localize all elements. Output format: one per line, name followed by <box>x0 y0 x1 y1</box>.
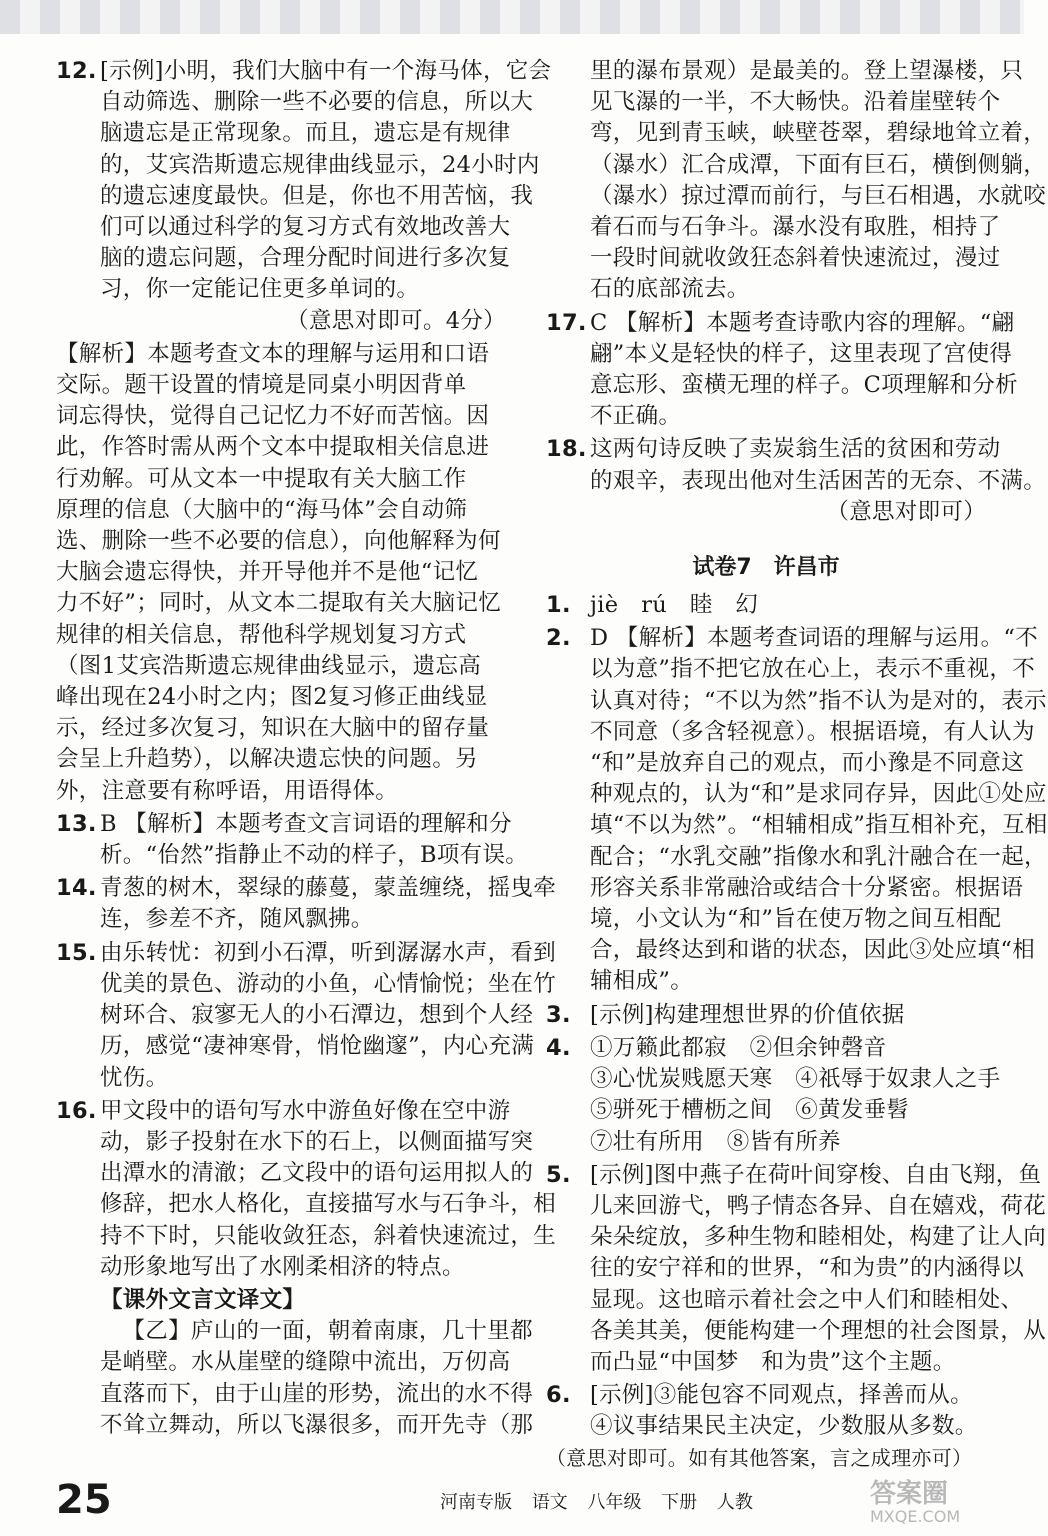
translation-continued: 里的瀑布景观）是最美的。登上望瀑楼，只 见飞瀑的一半，不大畅快。沿着崖壁转个 弯，见到青玉峡，峡壁苍翠，碧绿地耸立着， （瀑水）汇合成潭，下面有巨石，横倒侧躺， （瀑水）掠过潭而前行，与巨石相遇，水就咬 着石而与石争斗。瀑水没有取胜，相持了 一段时间就收敛狂态斜着快速流过，漫过 石的底部流去。 <box>590 58 1047 303</box>
answer-2: 2. D 【解析】本题考查词语的理解与运用。“不 以为意”指不把它放在心上，表示不重视，不 认真对待；“不以为然”指不认为是对的，表示 不同意（多含轻视意）。根据语境，有人认为 “和”是放弃自己的观点，而小豫是不同意这 种观点的，认为“和”是求同存异，因此①处应 填“不以为然”。“相辅相成”指互相补充，互相 配合；“水乳交融”指像水和乳汁融合在一起， 形容关系非常融洽或结合十分紧密。根据语 境，小文认为“和”旨在使万物之间互相配 合，最终达到和谐的状态，因此③处应填“相 辅相成”。 <box>546 625 1048 995</box>
answer-1: 1. jiè rú 睦 幻 <box>546 590 986 621</box>
answer-number: 18. <box>546 436 587 463</box>
answer-number: 6. <box>546 1382 571 1409</box>
answer-6: 6. [示例]③能包容不同观点，择善而从。 ④议事结果民主决定，少数服从多数。 （意思对即可。如有其他答案，言之成理亦可） <box>546 1382 978 1470</box>
answer-number: 15. <box>56 939 97 966</box>
left-column <box>56 56 557 1443</box>
answer-number: 17. <box>546 309 587 336</box>
answer-number: 1. <box>546 592 571 619</box>
answer-number: 16. <box>56 1097 97 1124</box>
answer-number: 4. <box>546 1034 571 1061</box>
answer-number: 14. <box>56 875 97 902</box>
translation-section: 【课外文言文译文】 【乙】庐山的一面，朝着南康，几十里都 是峭壁。水从崖壁的缝隙中流出，万仞高 直落而下，由于山崖的形势，流出的水不得 不耸立舞动，所以飞瀑很多，而开先寺（那 <box>100 1286 534 1438</box>
watermark-logo: 答案圈 MXQE.COM <box>870 1479 961 1526</box>
analysis-12: 【解析】本题考查文本的理解与运用和口语 交际。题干设置的情境是同桌小明因背单 词忘得快，觉得自己记忆力不好而苦恼。因 此，作答时需从两个文本中提取相关信息进 行劝解。可从文本一中提取有关大脑工作 原理的信息（大脑中的“海马体”会自动筛 选、删除一些不必要的信息），向他解释为何 大脑会遗忘得快，并开导他并不是他“记忆 力不好”；同时，从文本二提取有关大脑记忆 规律的相关信息，帮他科学规划复习方式 （图1艾宾浩斯遗忘规律曲线显示，遗忘高 峰出现在24小时之内；图2复习修正曲线显 示，经过多次复习，知识在大脑中的留存量 会呈上升趋势），以解决遗忘快的问题。另 外，注意要有称呼语，用语得体。 <box>56 340 502 804</box>
answer-17: 17. C 【解析】本题考查诗歌内容的理解。“翩 翩”本义是轻快的样子，这里表现了宫使得 意忘形、蛮横无理的样子。C项理解和分析 不正确。 <box>546 309 1018 430</box>
answer-15: 15. 由乐转忧：初到小石潭，听到潺潺水声，看到 优美的景色、游动的小鱼，心情愉悦；坐在竹 树环合、寂寥无人的小石潭边，想到个人经 历，感觉“凄神寒骨，悄怆幽邃”，内心充满 忧伤。 <box>56 939 557 1091</box>
right-column <box>546 56 1048 1476</box>
answer-5: 5. [示例]图中燕子在荷叶间穿梭、自由飞翔，鱼 儿来回游弋，鸭子情态各异、自在嬉戏，荷花 朵朵绽放，多种生物和睦相处，构建了让人向 往的安宁祥和的世界，“和为贵”的内涵得以 显现。这也暗示着社会之中人们和睦相处、 各美其美，便能构建一个理想的社会图景，从 而凸显“中国梦 和为贵”这个主题。 <box>546 1161 1047 1375</box>
answer-number: 3. <box>546 1001 571 1028</box>
answer-number: 5. <box>546 1161 571 1188</box>
answer-16: 16. 甲文段中的语句写水中游鱼好像在空中游 动，影子投射在水下的石上，以侧面描写突 出潭水的清澈；乙文段中的语句运用拟人的 修辞，把水人格化，直接描写水与石争斗，相 持不下时，只能收敛狂态，斜着快速流过，生 动形象地写出了水刚柔相济的特点。 <box>56 1097 557 1280</box>
top-decorative-border <box>0 0 1024 34</box>
answer-3: 3. [示例]构建理想世界的价值依据 <box>546 1000 986 1031</box>
answer-number: 2. <box>546 625 571 652</box>
answer-13: 13. B 【解析】本题考查文言词语的理解和分 析。“佁然”指静止不动的样子，B项有误。 <box>56 810 529 869</box>
footer-info: 河南专版 语文 八年级 下册 人教 <box>440 1492 753 1513</box>
answer-4: 4. ①万籁此都寂 ②但余钟磬音 ③心忧炭贱愿天寒 ④祇辱于奴隶人之手 ⑤骈死于槽枥之间 ⑥黄发垂髫 ⑦壮有所用 ⑧皆有所养 <box>546 1034 1001 1155</box>
score-note: （意思对即可。4分） <box>286 307 506 334</box>
answer-14: 14. 青葱的树木，翠绿的藤蔓，蒙盖缠绕，摇曳牵 连，参差不齐，随风飘拂。 <box>56 875 557 933</box>
answer-number: 13. <box>56 810 97 837</box>
translation-title: 【课外文言文译文】 <box>100 1286 306 1313</box>
section-title: 试卷7 许昌市 <box>692 555 840 581</box>
score-note: （意思对即可） <box>826 498 986 525</box>
page-number: 25 <box>56 1477 112 1523</box>
answer-12: 12. [示例]小明，我们大脑中有一个海马体，它会 自动筛选、删除一些不必要的信息，所以大 脑遗忘是正常现象。而且，遗忘是有规律 的，艾宾浩斯遗忘规律曲线显示，24小时内 的遗忘速度最快。但是，你也不用苦恼，我 们可以通过科学的复习方式有效地改善大 脑的遗忘问题，合理分配时间进行多次复 习，你一定能记住更多单词的。 （意思对即可。4分） <box>56 56 506 337</box>
answer-18: 18. 这两句诗反映了卖炭翁生活的贫困和劳动 的艰辛，表现出他对生活困苦的无奈、不满。 （意思对即可） <box>546 434 986 528</box>
answer-number: 12. <box>56 58 97 84</box>
